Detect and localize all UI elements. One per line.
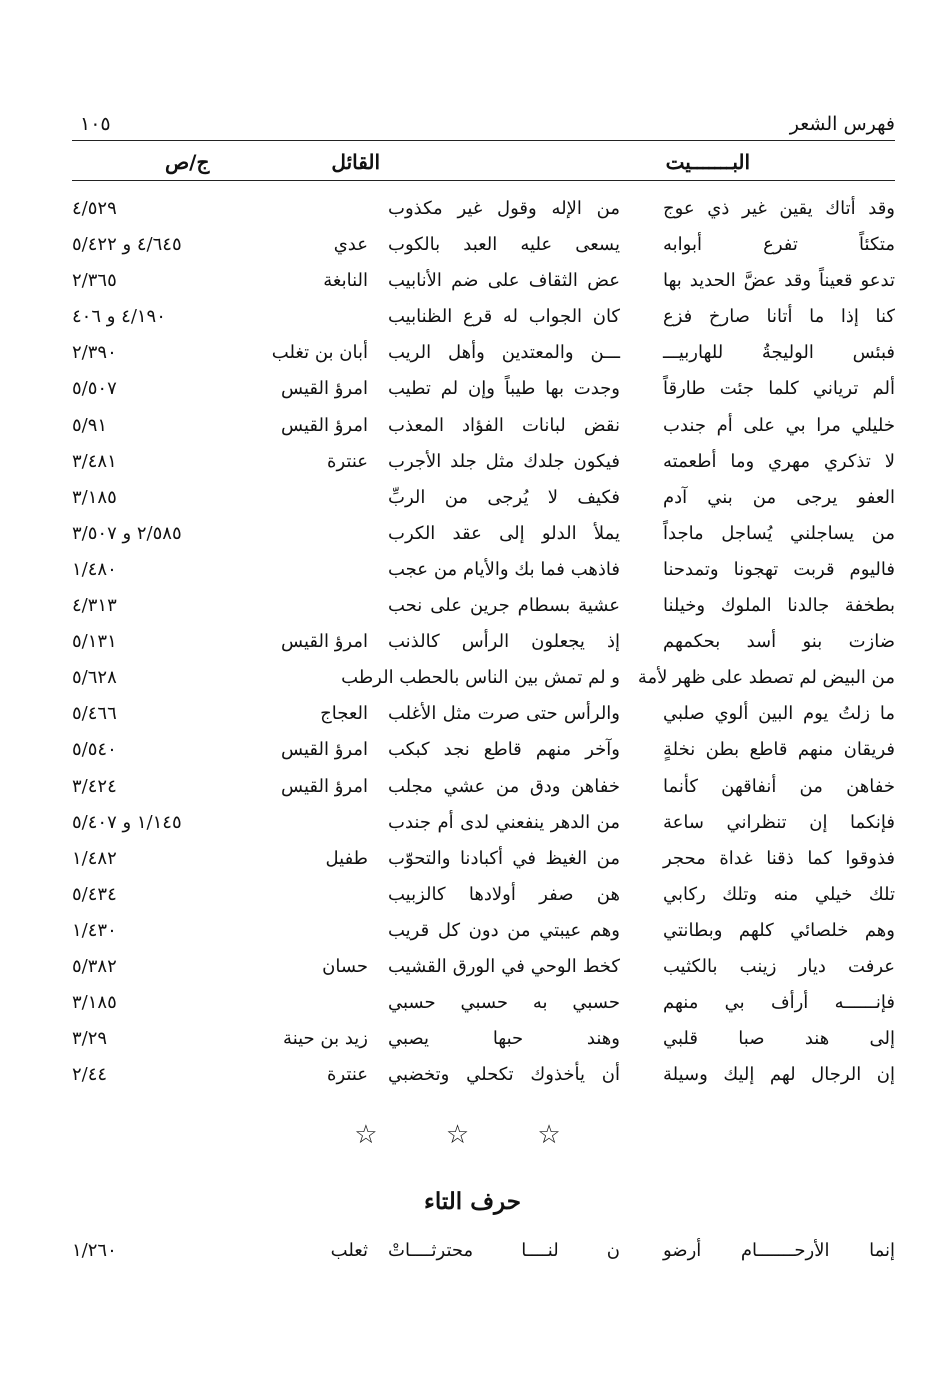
volume-page-ref: ٢/٣٩٠ (72, 342, 117, 364)
table-row (0, 1236, 945, 1272)
header-rule (72, 180, 895, 181)
verse-first-hemistich: من يساجلني يُساجل ماجداً (663, 522, 895, 544)
verse-first-hemistich: خليلي مرا بي على أم جندب (663, 414, 895, 436)
table-row (0, 194, 945, 230)
table-row (0, 519, 945, 555)
table-row (0, 952, 945, 988)
poet-name: النابغة (323, 270, 368, 292)
verse-first-hemistich: عرفت ديار زينب بالكثيب (663, 955, 895, 977)
poet-name: امرؤ القيس (281, 631, 368, 653)
table-row (0, 302, 945, 338)
verse-second-hemistich: يملأ الدلو إلى عقد الكرب (388, 522, 620, 544)
verse-second-hemistich: يسعى عليه العبد بالكوب (388, 234, 620, 256)
volume-page-ref: ٤/٦٤٥ و ٥/٤٢٢ (72, 234, 182, 256)
verse-second-hemistich: ـــن والمعتدين وأهل الريب (388, 342, 620, 364)
verse-first-hemistich: بطخفة جالدنا الملوك وخيلنا (663, 595, 895, 617)
volume-page-ref: ٣/٤٢٤ (72, 775, 117, 797)
volume-page-ref: ٣/١٨٥ (72, 992, 117, 1014)
verse-first-hemistich: وقد أتاك يقين غير ذي عوج (663, 198, 895, 219)
table-row (0, 844, 945, 880)
poet-name: امرؤ القيس (281, 775, 368, 797)
verse-second-hemistich: وجدت بها طيباً وإن لم تطيب (388, 378, 620, 400)
verse-first-hemistich: خفاهن من أنفاقهن كأنما (663, 775, 895, 797)
volume-page-ref: ١/٤٣٠ (72, 919, 117, 941)
running-head (72, 113, 895, 141)
verse-first-hemistich: فإنــــــه أرأف بي منهم (663, 992, 895, 1014)
verse-second-hemistich: عشية بسطام جرين على نحب (388, 595, 620, 617)
verse-second-hemistich: من الدهر ينفعني لدى أم جندب (388, 811, 620, 833)
verse-first-hemistich: إلى هند صبا قلبي (663, 1028, 895, 1050)
section-title: حرف التاء (424, 1188, 521, 1215)
verse-first-hemistich: إن الرجال لهم إليك وسيلة (663, 1064, 895, 1086)
verse-second-hemistich: و لم تمش بين الناس بالحطب الرطب (341, 667, 620, 689)
verse-first-hemistich: من البيض لم تصطد على ظهر لأمة (637, 667, 895, 689)
volume-page-ref: ٣/١٨٥ (72, 486, 117, 508)
volume-page-ref: ٥/٣٨٢ (72, 955, 117, 977)
volume-page-ref: ٤/٣١٣ (72, 595, 117, 617)
top-rule (72, 140, 895, 141)
verse-second-hemistich: والرأس حتى صرت مثل الأغلب (388, 703, 620, 725)
verse-second-hemistich: وهند حبها يصبي (388, 1028, 620, 1050)
verse-first-hemistich: ما زلتُ يوم البين ألوي صلبي (663, 703, 895, 725)
verse-first-hemistich: لا تذكري مهري وما أطعمته (663, 450, 895, 472)
verse-first-hemistich: فريقان منهم قاطع بطن نخلةٍ (663, 739, 895, 761)
verse-second-hemistich: هن صفر أولادها كالزبيب (388, 883, 620, 905)
poet-name: أبان بن تغلب (271, 342, 368, 364)
volume-page-ref: ٤/١٩٠ و ٤٠٦ (72, 306, 166, 328)
table-row (0, 338, 945, 374)
verse-first-hemistich: فذوقوا كما ذقنا غداة محجر (663, 847, 895, 869)
running-title: فهرس الشعر (789, 113, 895, 135)
verse-second-hemistich: فاذهب فما بك والأيام من عجب (388, 558, 620, 580)
volume-page-ref: ٥/٩١ (72, 414, 108, 436)
poet-name: ثعلب (330, 1240, 368, 1261)
page-number: ١٠٥ (80, 113, 111, 135)
volume-page-ref: ٢/٣٦٥ (72, 270, 117, 292)
verse-second-hemistich: كان الجواب له قرع الظنابيب (388, 306, 620, 328)
verse-second-hemistich: وآخر منهم قاطع نجد كبكب (388, 739, 620, 761)
verse-first-hemistich: وهم خلصائي كلهم وبطانتي (663, 919, 895, 941)
poet-name: عنترة (327, 1064, 368, 1086)
verse-second-hemistich: نقض لبانات الفؤاد المعذب (388, 414, 620, 436)
table-row (0, 772, 945, 808)
verse-second-hemistich: كخط الوحي في الورق القشيب (388, 955, 620, 977)
verse-second-hemistich: إذ يجعلون الرأس كالذنب (388, 631, 620, 653)
poet-name: امرؤ القيس (281, 739, 368, 761)
table-row (0, 808, 945, 844)
verse-first-hemistich: تلك خيلي منه وتلك ركابي (663, 883, 895, 905)
verse-first-hemistich: ألم ترياني كلما جئت طارقاً (663, 378, 895, 400)
verse-second-hemistich: ن لنــــا محترثــــاتْ (388, 1240, 620, 1261)
table-row (0, 483, 945, 519)
verse-first-hemistich: ضازت بنو أسد بحكمهم (663, 631, 895, 653)
poet-name: امرؤ القيس (281, 378, 368, 400)
verse-second-hemistich: فكيف لا يُرجى من الربِّ (388, 486, 620, 508)
volume-page-ref: ٢/٥٨٥ و ٣/٥٠٧ (72, 522, 182, 544)
table-row (0, 411, 945, 447)
volume-page-ref: ٥/١٣١ (72, 631, 117, 653)
poet-name: العجاج (320, 703, 368, 725)
table-row (0, 447, 945, 483)
table-row (0, 880, 945, 916)
table-row (0, 988, 945, 1024)
volume-page-ref: ٤/٥٢٩ (72, 198, 117, 219)
volume-page-ref: ٥/٥٤٠ (72, 739, 117, 761)
verse-first-hemistich: العفو يرجى من بني آدم (663, 486, 895, 508)
verse-first-hemistich: متكئاً تفرع أبوابه (663, 234, 895, 256)
verse-second-hemistich: من الإله وقول غير مكذوب (388, 198, 620, 219)
verse-first-hemistich: تدعو قعيناً وقد عضَّ الحديد بها (663, 270, 895, 292)
verse-second-hemistich: أن يأخذوك تكحلي وتخضبي (388, 1064, 620, 1086)
table-row (0, 1024, 945, 1060)
table-row (0, 1060, 945, 1096)
table-row (0, 374, 945, 410)
volume-page-ref: ١/٤٨٢ (72, 847, 117, 869)
table-row (0, 627, 945, 663)
header-ref: ج/ص (165, 150, 210, 174)
verse-second-hemistich: وهم عيبتي من دون كل قريب (388, 919, 620, 941)
header-poet: القائل (331, 150, 380, 174)
volume-page-ref: ٥/٤٦٦ (72, 703, 117, 725)
verse-first-hemistich: فبئس الوليجةُ للهاربيـــ (663, 342, 895, 364)
volume-page-ref: ٣/٤٨١ (72, 450, 117, 472)
table-row (0, 266, 945, 302)
table-row (0, 591, 945, 627)
poet-name: زيد بن حينة (283, 1028, 368, 1050)
table-row (0, 735, 945, 771)
verse-second-hemistich: خفاهن ودق من عشي مجلب (388, 775, 620, 797)
volume-page-ref: ٢/٤٤ (72, 1064, 108, 1086)
verse-second-hemistich: حسبي به حسبي حسبي (388, 992, 620, 1014)
verse-first-hemistich: فإنكما إن تنظراني ساعة (663, 811, 895, 833)
volume-page-ref: ٥/٦٢٨ (72, 667, 117, 689)
section-divider-stars: ☆ ☆ ☆ (354, 1120, 591, 1150)
verse-table (0, 194, 945, 1096)
poet-name: عنترة (327, 450, 368, 472)
table-row (0, 916, 945, 952)
verse-second-hemistich: من الغيظ في أكبادنا والتحوّب (388, 847, 620, 869)
verse-first-hemistich: إنما الأرحـــــــام أرضو (663, 1240, 895, 1261)
poet-name: امرؤ القيس (281, 414, 368, 436)
poet-name: طفيل (325, 847, 368, 869)
verse-second-hemistich: فيكون جلدك مثل جلد الأجرب (388, 450, 620, 472)
volume-page-ref: ٥/٥٠٧ (72, 378, 117, 400)
table-row (0, 699, 945, 735)
verse-first-hemistich: كنا إذا ما أتانا صارخ فزع (663, 306, 895, 328)
verse-first-hemistich: فاليوم قربت تهجونا وتمدحنا (663, 558, 895, 580)
volume-page-ref: ١/٢٦٠ (72, 1240, 117, 1261)
table-row (0, 555, 945, 591)
table-row (0, 230, 945, 266)
poet-name: عدي (333, 234, 368, 256)
verse-second-hemistich: عض الثقاف على ضم الأنابيب (388, 270, 620, 292)
volume-page-ref: ٣/٢٩ (72, 1028, 108, 1050)
volume-page-ref: ١/١٤٥ و ٥/٤٠٧ (72, 811, 182, 833)
table-row (0, 663, 945, 699)
volume-page-ref: ٥/٤٣٤ (72, 883, 117, 905)
poet-name: حسان (322, 955, 368, 977)
header-verse: البـــــــيت (665, 150, 750, 174)
volume-page-ref: ١/٤٨٠ (72, 558, 117, 580)
